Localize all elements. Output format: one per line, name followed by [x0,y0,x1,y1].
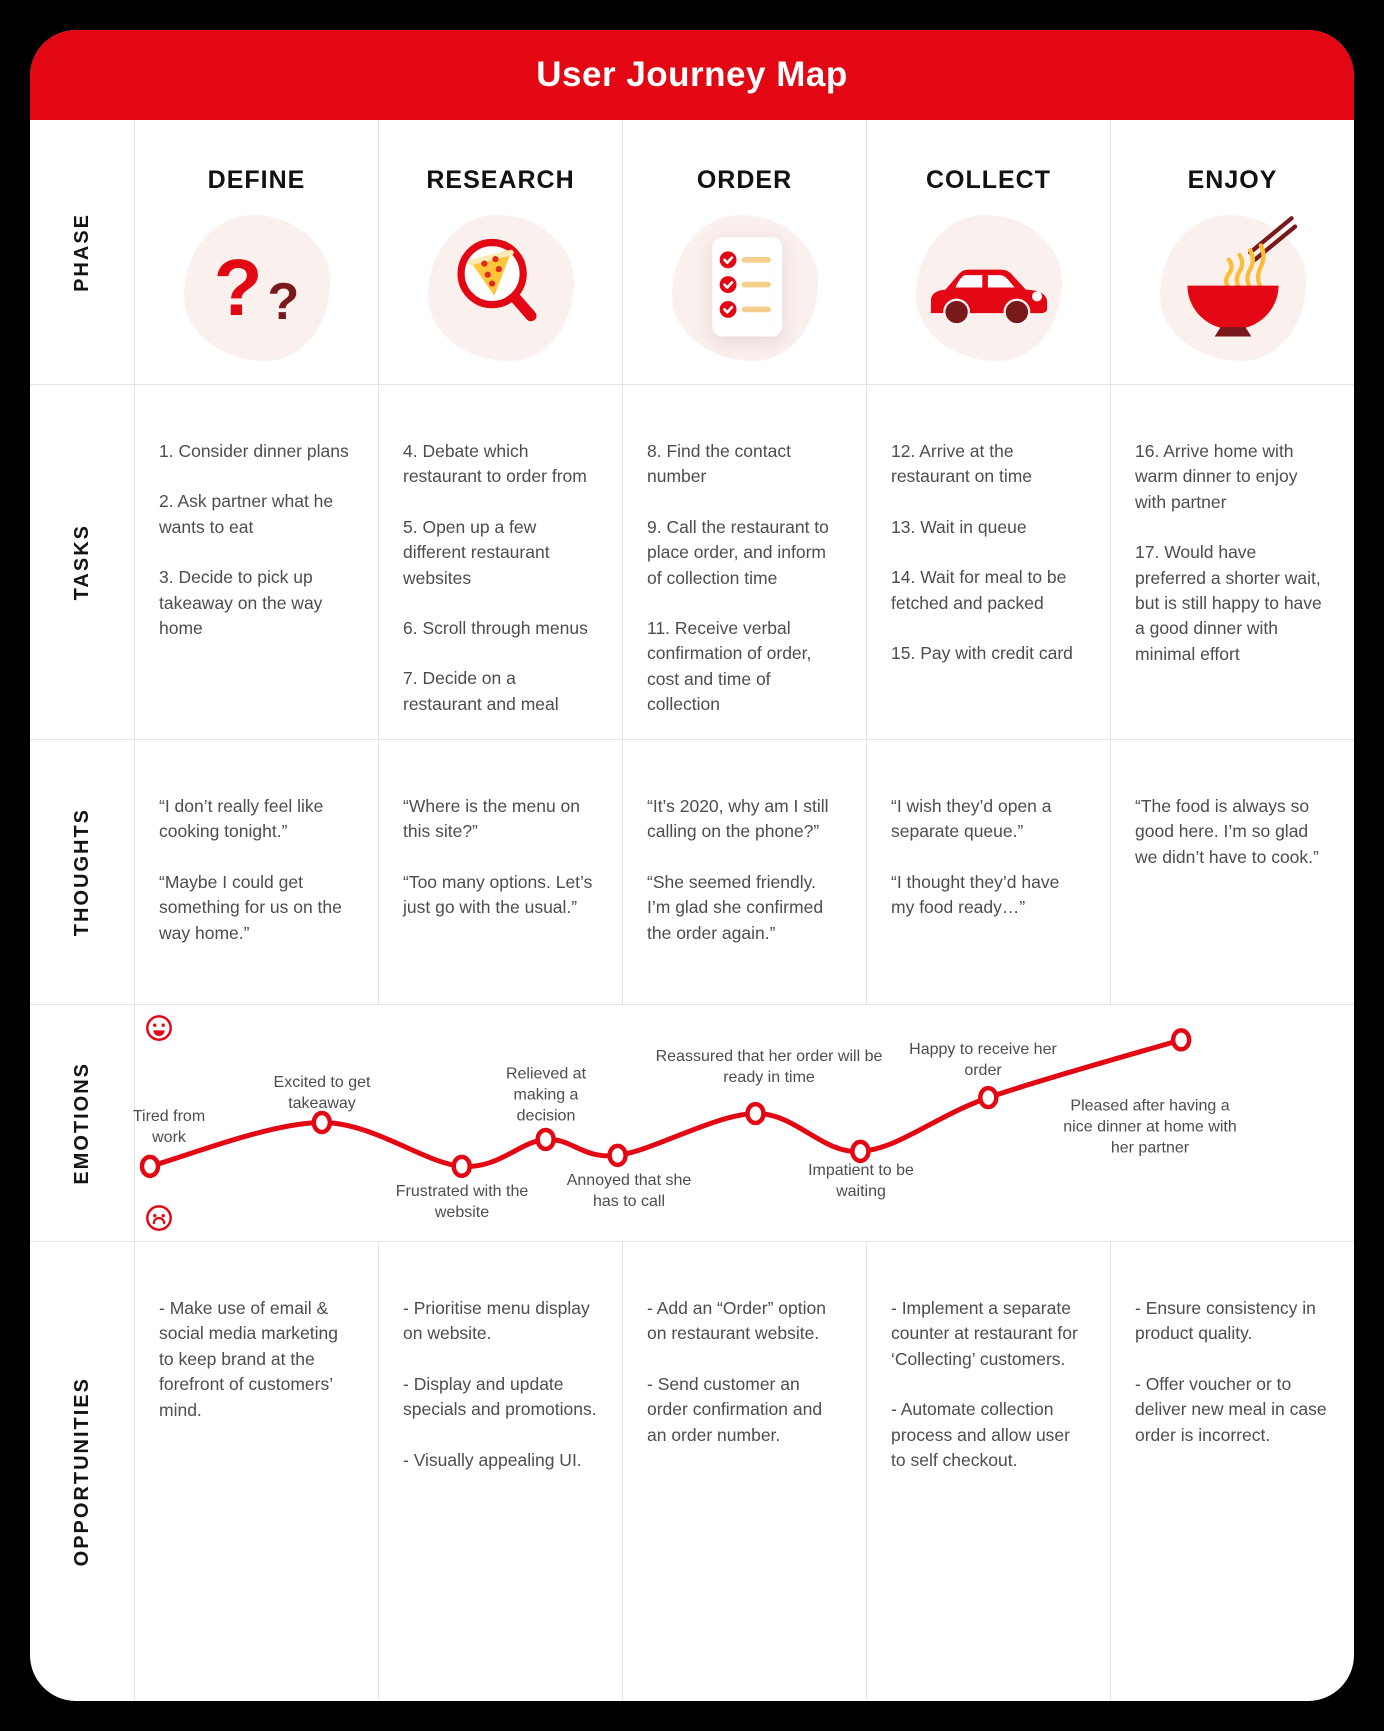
opportunity-item: - Offer voucher or to deliver new meal in case order is incorrect. [1135,1373,1327,1445]
title-bar [30,30,1354,120]
task-item: 6. Scroll through menus [403,617,588,638]
phase-icon-blob [1160,215,1306,361]
tasks-cell-research [378,384,622,739]
task-item: 9. Call the restaurant to place order, and inform of collection time [647,516,829,588]
emotion-label: Pleased after having a nice dinner at home with her partner [1063,1097,1237,1157]
phase-icon-blob [184,215,330,361]
thoughts-cell-order [622,739,866,1004]
phase-title: COLLECT [925,166,1052,194]
opportunity-item: - Add an “Order” option on restaurant website. [647,1298,826,1344]
row-label-phase: PHASE [70,212,93,292]
phase-title: RESEARCH [426,166,575,194]
opportunity-item: - Automate collection process and allow user to self checkout. [891,1399,1070,1470]
opportunities-cell-research [378,1241,622,1701]
opportunities-cell-enjoy [1110,1241,1354,1701]
phase-icon-blob [428,215,574,361]
sad-face-icon [144,1203,174,1233]
phase-title: ORDER [696,166,793,194]
thought-item: “I don’t really feel like cooking tonight.” [159,796,324,842]
opportunity-item: - Visually appealing UI. [403,1449,582,1470]
emotion-point [454,1157,470,1176]
phase-icon-blob [672,215,818,361]
phase-cell-enjoy [1110,120,1354,384]
phase-cell-research [378,120,622,384]
thought-item: “Where is the menu on this site?” [403,796,581,842]
thought-item: “Maybe I could get something for us on the way home.” [159,871,342,943]
opportunities-cell-order [622,1241,866,1701]
row-label-opportunities: OPPORTUNITIES [30,1241,134,1701]
task-item: 8. Find the contact number [647,441,791,487]
question-marks-icon: ? ? [213,243,300,332]
phase-title: ENJOY [1187,166,1278,194]
emotion-point [142,1157,158,1176]
page-title: User Journey Map [536,55,848,94]
task-item: 12. Arrive at the restaurant on time [891,441,1033,487]
emotions-chart [134,1004,1354,1241]
journey-map-card [30,30,1354,1701]
task-item: 1. Consider dinner plans [159,441,349,461]
task-item: 15. Pay with credit card [891,642,1073,663]
thoughts-cell-research [378,739,622,1004]
tasks-cell-order [622,384,866,739]
happy-face-icon [144,1013,174,1043]
opportunity-item: - Prioritise menu display on website. [403,1298,590,1344]
opportunity-item: - Ensure consistency in product quality. [1135,1298,1316,1344]
opportunity-item: - Make use of email & social media marketing to keep brand at the forefront of customers’ mind. [159,1298,338,1420]
opportunities-cell-define [134,1241,378,1701]
emotion-point [538,1130,554,1149]
tasks-cell-define [134,384,378,739]
emotion-label: Annoyed that she has to call [566,1171,692,1210]
tasks-cell-collect [866,384,1110,739]
journey-grid [30,120,1354,1701]
thoughts-cell-enjoy [1110,739,1354,1004]
emotion-point [852,1142,868,1161]
phase-icon-blob [916,215,1062,361]
row-label-thoughts: THOUGHTS [30,739,134,1004]
opportunity-item: - Display and update specials and promotions. [403,1373,597,1420]
task-item: 11. Receive verbal confirmation of order, cost and time of collection [647,617,812,714]
emotion-point [610,1146,626,1165]
emotion-point [314,1113,330,1132]
thought-item: “She seemed friendly. I’m glad she confirmed the order again.” [647,871,824,943]
car-icon [922,246,1056,330]
emotion-point [980,1088,996,1107]
opportunities-cell-collect [866,1241,1110,1701]
thought-item: “The food is always so good here. I’m so glad we didn’t have to cook.” [1135,796,1319,867]
task-item: 3. Decide to pick up takeaway on the way home [159,567,323,638]
task-item: 13. Wait in queue [891,516,1027,537]
emotion-label: Frustrated with the website [395,1182,529,1221]
noodle-bowl-icon [1165,210,1301,346]
task-item: 2. Ask partner what he wants to eat [159,491,334,537]
checklist-icon [683,226,807,350]
emotion-label: Reassured that her order will be ready in time [655,1047,883,1086]
task-item: 16. Arrive home with warm dinner to enjoy with partner [1135,441,1298,512]
emotion-label: Relieved at making a decision [505,1065,587,1125]
task-item: 5. Open up a few different restaurant websites [403,516,550,588]
emotion-point [747,1104,763,1123]
thought-item: “It’s 2020, why am I still calling on the phone?” [647,796,829,842]
phase-cell-order [622,120,866,384]
phase-cell-collect [866,120,1110,384]
pizza-magnifier-icon [440,227,562,349]
emotion-label: Excited to get takeaway [273,1073,371,1112]
thoughts-cell-define [134,739,378,1004]
thought-item: “I thought they’d have my food ready…” [891,871,1060,918]
opportunity-item: - Send customer an order confirmation and an order number. [647,1373,823,1445]
task-item: 14. Wait for meal to be fetched and packed [891,567,1067,613]
thought-item: “I wish they’d open a separate queue.” [891,796,1052,842]
opportunity-item: - Implement a separate counter at restaurant for ‘Collecting’ customers. [891,1298,1078,1369]
phase-title: DEFINE [207,166,306,194]
emotion-label: Happy to receive her order [909,1040,1057,1079]
tasks-cell-enjoy [1110,384,1354,739]
task-item: 7. Decide on a restaurant and meal [403,668,559,714]
phase-cell-define [134,120,378,384]
emotion-point [1173,1030,1189,1049]
row-label-emotions: EMOTIONS [30,1004,134,1241]
emotion-label: Impatient to be waiting [808,1161,914,1200]
row-label-tasks: TASKS [30,384,134,739]
thought-item: “Too many options. Let’s just go with the usual.” [403,871,593,918]
thoughts-cell-collect [866,739,1110,1004]
task-item: 4. Debate which restaurant to order from [403,441,587,487]
task-item: 17. Would have preferred a shorter wait, but is still happy to have a good dinner with minimal effort [1135,542,1322,664]
emotion-label: Tired from work [132,1107,206,1146]
